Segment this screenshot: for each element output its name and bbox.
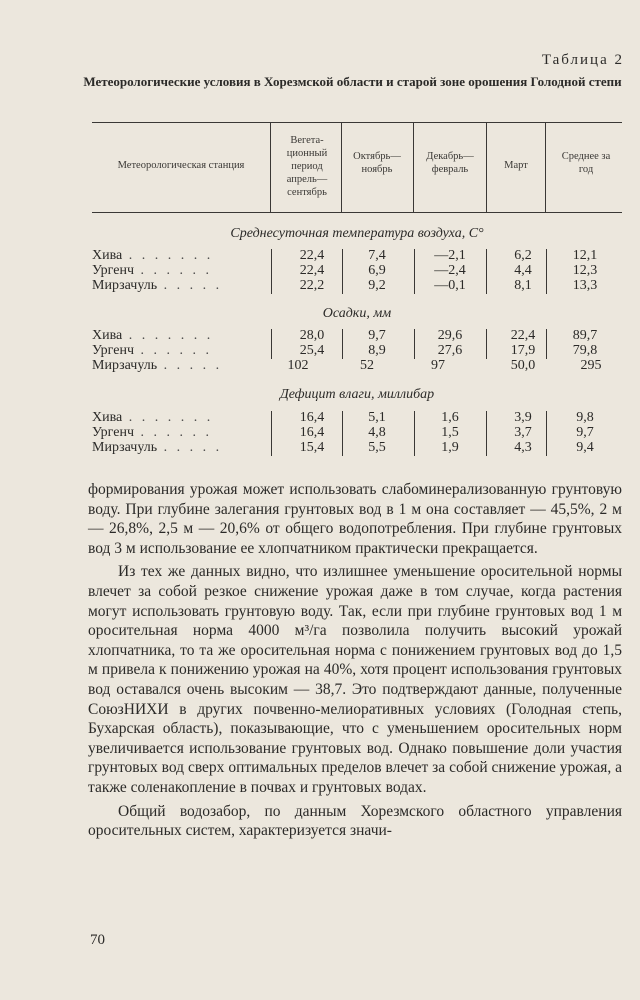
value-cell: 6,9 [368,263,386,278]
value-cell: 22,4 [299,248,325,263]
column-divider [342,249,343,294]
value-cell: 22,4 [299,263,325,278]
column-divider [414,411,415,456]
station-name: Мирзачуль [92,440,158,455]
table-row: Хива . . . . . . . 16,4 5,1 1,6 3,9 9,8 [92,410,622,426]
station-name: Ургенч [92,425,134,440]
value-cell: 16,4 [299,410,325,425]
column-divider [486,411,487,456]
column-divider [414,329,415,359]
station-name: Хива [92,410,123,425]
table-row: Мирзачуль . . . . . 15,4 5,5 1,9 4,3 9,4 [92,440,622,456]
value-cell: 22,4 [510,328,536,343]
column-header-oct-nov: Октябрь—ноябрь [353,151,401,175]
column-header-vegetation: Вегета-ционный период апрель—сентябрь [286,135,328,198]
section-title-temperature: Среднесуточная температура воздуха, С° [230,226,484,241]
paragraph: Из тех же данных видно, что излишнее уменьшение оросительной нормы влечет за собой резкое снижение урожая даже в том случае, когда растения могут использовать грунтовую воду. Так, если при глубине грунтовых вод 1 м оросительная норма 4000 м³/га позволила получить высокий урожай хлопчатника, то та же оросительная норма с понижением грунтовых вод до 1,5 м привела к понижению урожая на 40%, хотя процент использования грунтовых вод оставался очень высоким — 38,7. Это подтверждают данные, полученные СоюзНИХИ в других почвенно-мелиоративных условиях (Голодная степь, Бухарская область), показывающие, что с уменьшением оросительных норм увеличивается использование грунтовых вод. Однако повышение доли участия грунтовых вод сверх оптимальных пределов влечет за собой снижение урожая, а также соленакопление в почвах и грунтовых водах. [88,563,622,796]
table-row: Мирзачуль . . . . . 22,2 9,2 —0,1 8,1 13,3 [92,278,622,294]
page-number: 70 [90,932,105,948]
value-cell: —2,1 [434,248,466,263]
value-cell: 1,5 [441,425,459,440]
value-cell: 9,7 [576,425,594,440]
value-cell: 9,4 [576,440,594,455]
station-name: Хива [92,248,123,263]
column-divider [342,329,343,359]
value-cell: 9,7 [368,328,386,343]
value-cell: 25,4 [299,343,325,358]
value-cell: 1,6 [441,410,459,425]
value-cell: 5,1 [368,410,386,425]
section-title-moisture-deficit: Дефицит влаги, миллибар [279,387,435,402]
station-name: Хива [92,328,123,343]
header-divider [413,122,414,212]
column-divider [486,329,487,359]
column-divider [414,249,415,294]
value-cell: 4,8 [368,425,386,440]
value-cell: 1,9 [441,440,459,455]
header-divider [341,122,342,212]
value-cell: 4,3 [514,440,532,455]
value-cell: 9,2 [368,278,386,293]
station-name: Ургенч [92,343,134,358]
value-cell: 5,5 [368,440,386,455]
value-cell: 97 [431,358,445,373]
value-cell: 79,8 [572,343,598,358]
value-cell: 8,1 [514,278,532,293]
station-name: Ургенч [92,263,134,278]
value-cell: 15,4 [299,440,325,455]
table-row: Мирзачуль . . . . . 102 52 97 50,0 295 [92,358,622,374]
value-cell: 295 [580,358,602,373]
table-number: Таблица 2 [541,52,624,68]
value-cell: 6,2 [514,248,532,263]
value-cell: 12,1 [572,248,598,263]
column-header-dec-feb: Декабрь—февраль [426,151,474,175]
header-divider [545,122,546,212]
value-cell: 89,7 [572,328,598,343]
table-row: Хива . . . . . . . 28,0 9,7 29,6 22,4 89,7 [92,328,622,344]
value-cell: 50,0 [510,358,536,373]
value-cell: 12,3 [572,263,598,278]
value-cell: 52 [360,358,374,373]
column-header-station: Метеорологическая станция [117,160,245,171]
table-header-rule [92,212,622,213]
table-row: Ургенч . . . . . . 16,4 4,8 1,5 3,7 9,7 [92,425,622,441]
value-cell: 13,3 [572,278,598,293]
value-cell: 8,9 [368,343,386,358]
value-cell: —2,4 [434,263,466,278]
column-divider [271,249,272,294]
station-name: Мирзачуль [92,278,158,293]
header-divider [486,122,487,212]
value-cell: 27,6 [437,343,463,358]
value-cell: 17,9 [510,343,536,358]
value-cell: 16,4 [299,425,325,440]
value-cell: —0,1 [434,278,466,293]
column-divider [546,329,547,359]
column-divider [342,411,343,456]
paragraph: формирования урожая может использовать слабоминерализованную грунтовую воду. При глубине залегания грунтовых вод в 1 м она составляет — 45,5%, 2 м — 26,8%, 2,5 м — 20,6% от общего водопотребления. При глубине грунтовых вод 3 м использование ее хлопчатником практически прекращается. [88,481,622,557]
column-header-march: Март [504,160,528,171]
section-title-precipitation: Осадки, мм [322,306,392,321]
body-text [88,480,622,841]
table-row: Ургенч . . . . . . 22,4 6,9 —2,4 4,4 12,3 [92,263,622,279]
value-cell: 29,6 [437,328,463,343]
header-divider [270,122,271,212]
station-name: Мирзачуль [92,358,158,373]
table-title: Метеорологические условия в Хорезмской области и старой зоне орошения Голодной степи [83,74,622,89]
table-row: Ургенч . . . . . . 25,4 8,9 27,6 17,9 79,8 [92,343,622,359]
value-cell: 9,8 [576,410,594,425]
value-cell: 4,4 [514,263,532,278]
paragraph: Общий водозабор, по данным Хорезмского областного управления оросительных систем, характеризуется значи- [88,802,622,840]
value-cell: 7,4 [368,248,386,263]
column-divider [271,411,272,456]
value-cell: 102 [287,358,309,373]
column-divider [546,411,547,456]
value-cell: 22,2 [299,278,325,293]
column-divider [486,249,487,294]
value-cell: 3,9 [514,410,532,425]
table-top-rule [92,122,622,123]
column-header-annual-mean: Среднее за год [561,151,611,175]
table-row: Хива . . . . . . . 22,4 7,4 —2,1 6,2 12,1 [92,248,622,264]
column-divider [271,329,272,359]
column-divider [546,249,547,294]
value-cell: 28,0 [299,328,325,343]
value-cell: 3,7 [514,425,532,440]
